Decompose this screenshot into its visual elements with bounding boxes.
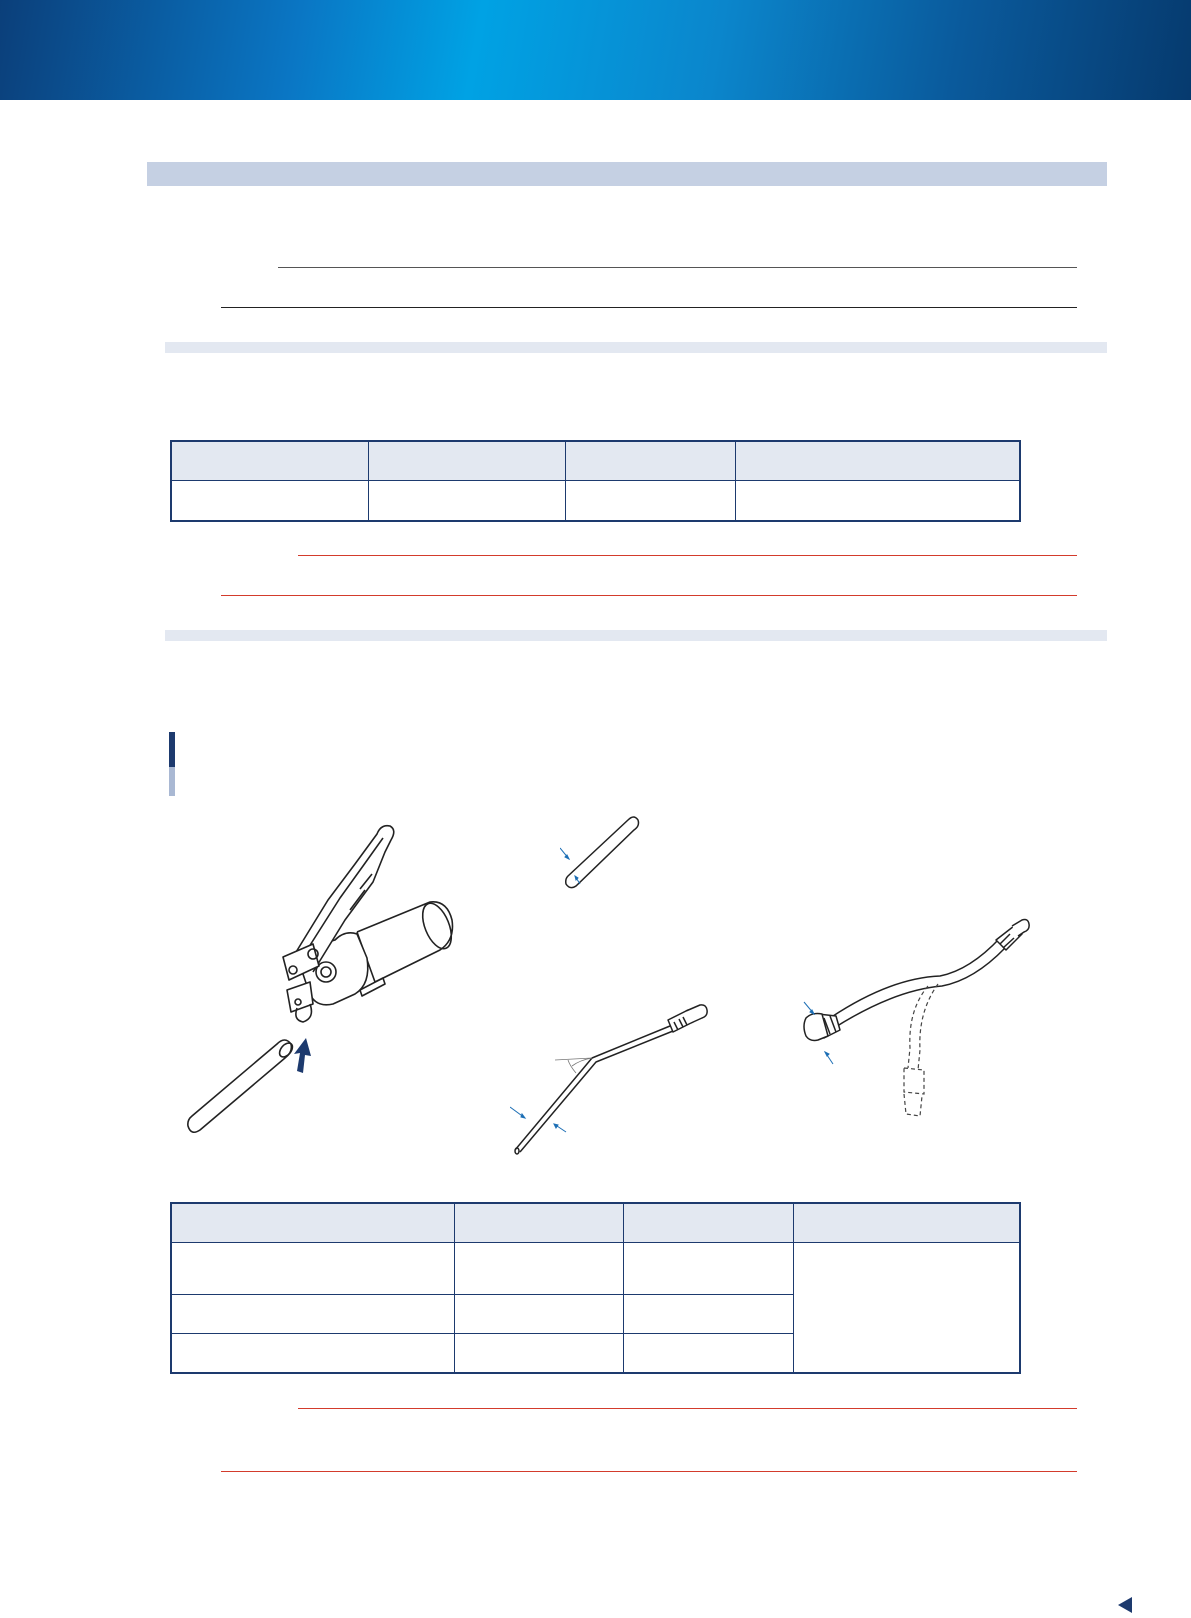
note-bottom-rule (221, 307, 1077, 308)
table-row (171, 481, 1020, 521)
figure-heading-marker (169, 732, 175, 796)
spec-table-2 (170, 1202, 1021, 1374)
table-cell (454, 1295, 624, 1334)
table-cell (171, 1295, 454, 1334)
warning-bottom-rule (221, 595, 1077, 596)
section-title-bar (147, 162, 1107, 186)
spec-table-1 (170, 440, 1021, 522)
grease-gun-illustration (185, 822, 465, 1137)
table-cell (369, 481, 566, 521)
flexible-hose-illustration (800, 918, 1040, 1128)
table-cell (454, 1334, 624, 1373)
table-cell (624, 1295, 794, 1334)
previous-page-arrow-icon[interactable] (1118, 1597, 1132, 1613)
insert-arrow-icon (294, 1038, 311, 1073)
subsection-bar-1 (165, 342, 1107, 353)
table-header-cell (171, 441, 369, 481)
table-cell (624, 1334, 794, 1373)
table-header-row (171, 441, 1020, 481)
table-cell-merged (794, 1243, 1020, 1373)
table-header-cell (454, 1203, 624, 1243)
table-header-cell (736, 441, 1020, 481)
table-row (171, 1243, 1020, 1295)
warning-top-rule (298, 555, 1077, 556)
table-cell (565, 481, 736, 521)
warning-bottom-rule-2 (221, 1471, 1077, 1472)
table-header-cell (624, 1203, 794, 1243)
subsection-bar-2 (165, 630, 1107, 641)
table-header-cell (565, 441, 736, 481)
table-cell (171, 1243, 454, 1295)
table-header-cell (794, 1203, 1020, 1243)
straight-rod-illustration (560, 812, 660, 892)
table-cell (624, 1243, 794, 1295)
table-cell (171, 1334, 454, 1373)
table-header-cell (171, 1203, 454, 1243)
table-header-cell (369, 441, 566, 481)
table-cell (736, 481, 1020, 521)
table-cell (171, 481, 369, 521)
table-header-row (171, 1203, 1020, 1243)
note-top-rule (278, 267, 1077, 268)
page-header-band (0, 0, 1191, 100)
angled-nozzle-illustration (510, 1000, 720, 1155)
table-cell (454, 1243, 624, 1295)
warning-top-rule-2 (298, 1408, 1077, 1409)
